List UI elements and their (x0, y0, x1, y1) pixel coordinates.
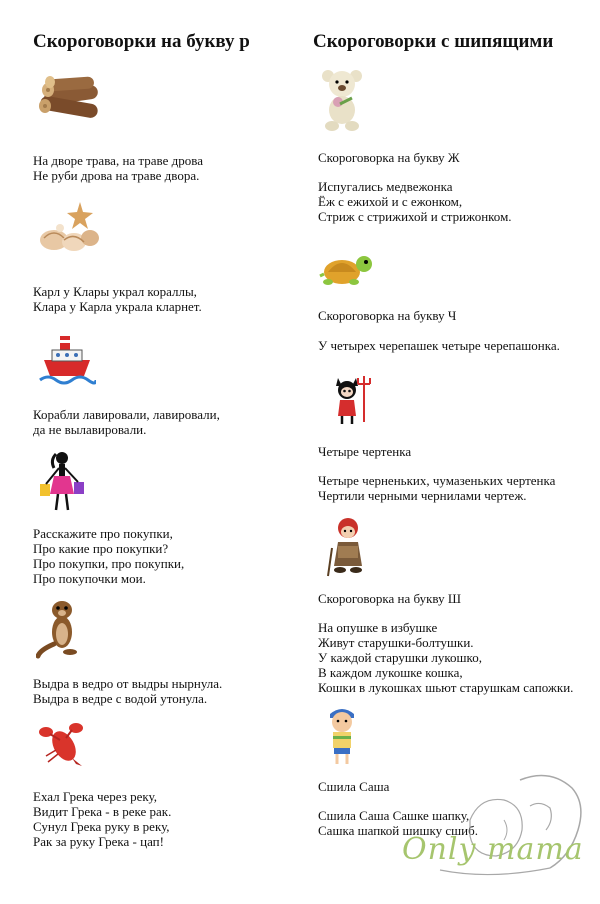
steamship-icon (38, 330, 96, 390)
mother-child-watermark-icon (400, 760, 590, 900)
otter-icon (36, 598, 86, 660)
little-devil-icon (330, 372, 374, 426)
tongue-twister-text: Карл у Клары украл кораллы, Клара у Карла украла кларнет. (33, 284, 202, 314)
tongue-twister-text: Испугались медвежонка Ёж с ежихой и с ежонком, Стриж с стрижихой и стрижонком. (318, 179, 512, 224)
tongue-twister-text: Выдра в ведро от выдры нырнула. Выдра в ведре с водой утонула. (33, 676, 223, 706)
watermark-text: Only mama (402, 832, 584, 867)
left-heading: Скороговорки на букву р (33, 31, 250, 52)
section-label: Скороговорка на букву Ч (318, 308, 457, 323)
tongue-twister-text: Корабли лавировали, лавировали, да не вылавировали. (33, 407, 220, 437)
section-label: Четыре чертенка (318, 444, 412, 459)
right-heading: Скороговорки с шипящими (313, 31, 554, 52)
tongue-twister-text: Расскажите про покупки, Про какие про покупки? Про покупки, про покупки, Про покупочки мои. (33, 526, 185, 586)
shopping-woman-icon (38, 450, 86, 512)
section-label: Скороговорка на букву Ж (318, 150, 460, 165)
section-label: Сшила Саша (318, 779, 390, 794)
teddy-bear-icon (318, 66, 366, 134)
firewood-logs-icon (36, 70, 106, 130)
turtle-icon (318, 248, 374, 288)
tongue-twister-text: Четыре черненьких, чумазеньких чертенка Чертили черными чернилами чертеж. (318, 473, 556, 503)
tongue-twister-text: У четырех черепашек четыре черепашонка. (318, 338, 560, 353)
tongue-twister-text: Сшила Саша Сашке шапку, Сашка шапкой шишку сшиб. (318, 808, 478, 838)
old-woman-icon (326, 516, 374, 578)
seashells-coral-icon (34, 198, 104, 258)
crayfish-icon (36, 720, 86, 768)
boy-icon (322, 706, 362, 766)
tongue-twister-text: Ехал Грека через реку, Видит Грека - в реке рак. Сунул Грека руку в реку, Рак за руку Грека - цап! (33, 789, 172, 849)
section-label: Скороговорка на букву Ш (318, 591, 461, 606)
tongue-twister-text: На дворе трава, на траве дрова Не руби дрова на траве двора. (33, 153, 203, 183)
tongue-twister-text: На опушке в избушке Живут старушки-болтушки. У каждой старушки лукошко, В каждом лукошке кошка, Кошки в лукошках шьют старушкам сапожки. (318, 620, 574, 695)
